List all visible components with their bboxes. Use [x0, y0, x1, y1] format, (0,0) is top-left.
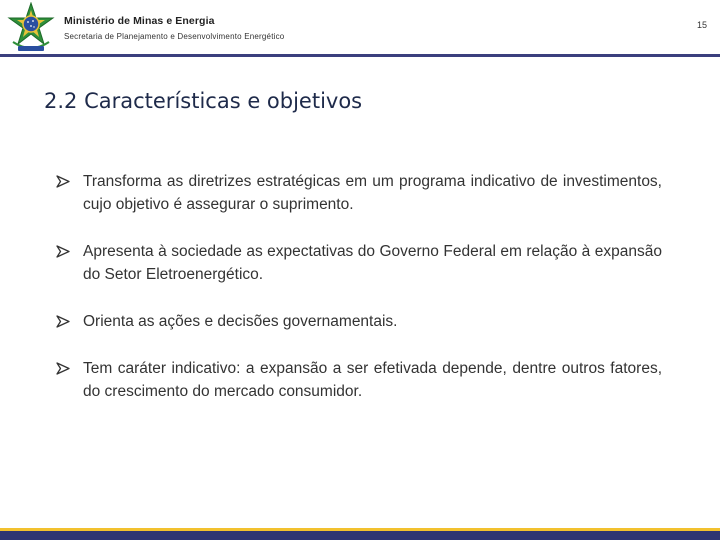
arrowhead-bullet-icon: [56, 175, 70, 188]
bullet-list: [56, 170, 662, 403]
arrowhead-bullet-icon: [56, 245, 70, 258]
bullet-item: [56, 357, 662, 403]
arrowhead-bullet-icon: [56, 362, 70, 375]
bullet-item: [56, 240, 662, 286]
footer-accent-stripe: [0, 528, 720, 531]
brazil-coat-of-arms-icon: [6, 2, 56, 54]
slide-title: 2.2 Características e objetivos: [44, 89, 363, 113]
secretariat-name: Secretaria de Planejamento e Desenvolvimento Energético: [64, 32, 285, 41]
bullet-text: Tem caráter indicativo: a expansão a ser efetivada depende, dentre outros fatores, do crescimento do mercado consumidor.: [83, 360, 662, 400]
header-divider: [0, 54, 720, 57]
bullet-text: Orienta as ações e decisões governamentais.: [83, 313, 398, 330]
ministry-name: Ministério de Minas e Energia: [64, 15, 215, 27]
bullet-text: Apresenta à sociedade as expectativas do Governo Federal em relação à expansão do Setor Eletroenergético.: [83, 243, 662, 283]
slide-number: 15: [697, 20, 708, 30]
bullet-item: [56, 310, 662, 333]
slide-header: [0, 0, 720, 58]
bullet-text: Transforma as diretrizes estratégicas em um programa indicativo de investimentos, cujo objetivo é assegurar o suprimento.: [83, 173, 662, 213]
bullet-item: [56, 170, 662, 216]
arrowhead-bullet-icon: [56, 315, 70, 328]
